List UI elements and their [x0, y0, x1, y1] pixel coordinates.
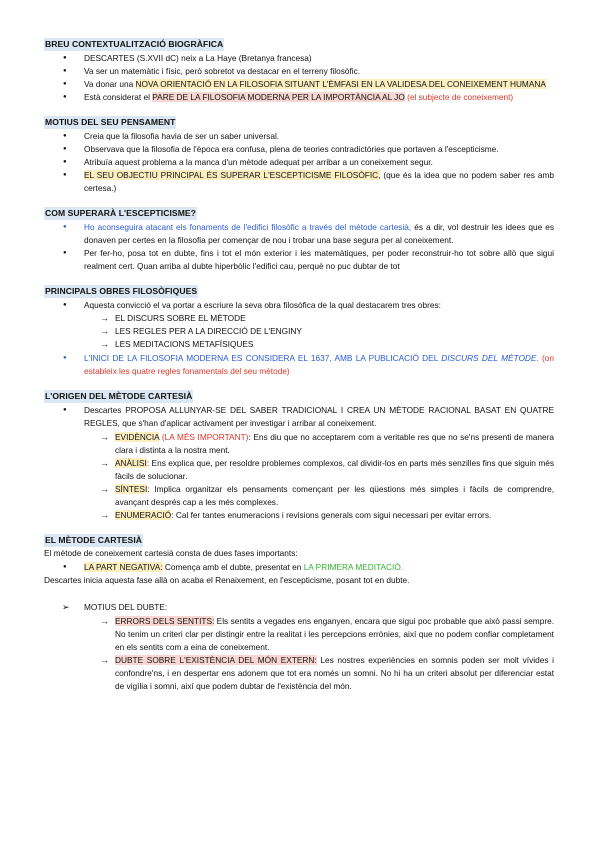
bullet-list [44, 52, 554, 104]
item-text: és a dir, vol destruir les idees que es donaven per certes en la filosofia per començar de nou i trobar una base segura per al coneixement. [84, 222, 554, 245]
work-item: → EL DISCURS SOBRE EL MÈTODE [44, 312, 554, 325]
spacer [44, 587, 554, 601]
list-item [44, 169, 554, 195]
list-item [44, 156, 554, 169]
section-title: PRINCIPALS OBRES FILOSÒFIQUES [45, 286, 198, 296]
item-text: Va donar una [84, 79, 136, 89]
highlight-text: NOVA ORIENTACIÓ EN LA FILOSOFIA SITUANT L'ÈMFASI EN LA VALIDESA DEL CONEIXEMENT HUMANA [135, 79, 546, 89]
body-text: Descartes inicia aquesta fase allà on acaba el Renaixement, en l'escepticisme, posant tot en dubte. [44, 575, 410, 585]
green-text: LA PRIMERA MEDITACIÓ. [303, 562, 404, 572]
rule-name: SÍNTESI [115, 484, 148, 494]
item-text: Creia que la filosofia havia de ser un saber universal. [84, 131, 280, 141]
rule-name: ANÀLISI [115, 458, 147, 468]
bullet-list [44, 404, 554, 430]
section-motives [44, 116, 554, 195]
intro-text: El mètode de coneixement cartesià consta de dues fases importants: [44, 548, 298, 558]
work-item: → LES MEDITACIONS METAFÍSIQUES [44, 338, 554, 351]
red-note: (LA MÉS IMPORTANT) [159, 432, 249, 442]
rule-text: : Ens diu que no acceptarem com a veritable res que no se'ns presenti de manera clara i distinta a la nostra ment. [115, 432, 554, 455]
section-cartesian-method [44, 534, 554, 693]
section-title: EL MÈTODE CARTESIÀ [45, 535, 143, 545]
highlight-text: EL SEU OBJECTIU PRINCIPAL ÉS SUPERAR L'ESCEPTICISME FILOSÒFIC, [84, 170, 381, 180]
item-text: Comença amb el dubte, presentat en [162, 562, 304, 572]
section-title: BREU CONTEXTUALITZACIÓ BIOGRÀFICA [45, 39, 224, 49]
list-item [44, 52, 554, 65]
list-item [44, 352, 554, 378]
blue-text: . [536, 353, 539, 363]
item-text: Està considerat el [84, 92, 153, 102]
highlight-text: LA PART NEGATIVA: [84, 562, 163, 572]
blue-italic-text: DISCURS DEL MÈTODE [441, 353, 537, 363]
section-title: COM SUPERARÀ L'ESCEPTICISME? [45, 208, 196, 218]
rule-name: ENUMERACIÓ [115, 510, 172, 520]
doubt-list [44, 615, 554, 693]
item-text: Aquesta convicció el va portar a escriure la seva obra filosòfica de la qual destacarem tres obres: [84, 300, 441, 310]
item-text: Per fer-ho, posa tot en dubte, fins i tot el món exterior i les matemàtiques, per poder reconstruir-ho tot sobre allò que sigui realment cert. Quan arriba al dubte hiperbòlic l'edifici cau, perquè no puc dubtar de tot [84, 248, 554, 271]
bullet-list [44, 299, 554, 312]
section-title: L'ORIGEN DEL MÈTODE CARTESIÀ [45, 391, 193, 401]
highlight-text: PARE DE LA FILOSOFIA MODERNA PER LA IMPORTÀNCIA AL JO [152, 92, 405, 102]
red-note: (on estableix les quatre regles fonamentals del seu mètode) [84, 353, 554, 376]
rule-item [44, 431, 554, 457]
doubt-item [44, 654, 554, 693]
doubt-name: DUBTE SOBRE L'EXISTÈNCIA DEL MÓN EXTERN: [115, 655, 317, 665]
blue-text: L'INICI DE LA FILOSOFIA MODERNA ES CONSIDERA EL 1637, AMB LA PUBLICACIÓ DEL [84, 353, 442, 363]
rule-name: EVIDÈNCIA [115, 432, 160, 442]
bullet-list [44, 130, 554, 195]
rule-item [44, 457, 554, 483]
section-main-works [44, 285, 554, 378]
list-item [44, 130, 554, 143]
list-item [44, 299, 554, 312]
red-note: (el subjecte de coneixement) [404, 92, 514, 102]
list-item [44, 143, 554, 156]
rule-text: : Cal fer tantes enumeracions i revisions generals com sigui necessari per evitar errors. [171, 510, 492, 520]
item-text: Atribuïa aquest problema a la manca d'un mètode adequat per arribar a un coneixement segur. [84, 157, 433, 167]
rule-item [44, 509, 554, 522]
doubt-text: Les nostres experiències en somnis poden ser molt vívides i confondre'ns, i en despertar ens adonem que tot era només un somni. No hi ha un criteri absolut per diferenciar estat de vigília i somni, així que podem dubtar de l'existència del món. [115, 655, 554, 691]
bullet-list [44, 221, 554, 273]
list-item [44, 404, 554, 430]
works-list [44, 312, 554, 351]
list-item [44, 561, 554, 574]
section-overcome-skepticism [44, 207, 554, 273]
doubt-name: ERRORS DELS SENTITS: [115, 616, 215, 626]
work-item: → LES REGLES PER A LA DIRECCIÓ DE L'ENGINY [44, 325, 554, 338]
bullet-list [44, 352, 554, 378]
list-item [44, 78, 554, 91]
section-method-origin [44, 390, 554, 522]
rule-text: : Ens explica que, per resoldre problemes complexos, cal dividir-los en parts més senzilles fins que siguin més fàcils de solucionar. [115, 458, 554, 481]
item-text: Va ser un matemàtic i físic, però sobretot va destacar en el terreny filosòfic. [84, 66, 361, 76]
rule-item [44, 483, 554, 509]
rules-list [44, 431, 554, 522]
doubt-motives-label: ➢ MOTIUS DEL DUBTE: [44, 601, 554, 614]
item-text: Descartes PROPOSA ALLUNYAR-SE DEL SABER TRADICIONAL I CREA UN MÈTODE RACIONAL BASAT EN QUATRE REGLES, que s'han d'aplicar activament per investigar i arribar al coneixement. [84, 405, 554, 428]
doubt-text: Els sentits a vegades ens enganyen, encara que sigui poc probable que això passi sempre. No tenim un criteri clar per distingir entre la realitat i les percepcions errònies, així que no podem confiar completament en els sentits com a eina de coneixement. [115, 616, 554, 652]
list-item [44, 65, 554, 78]
item-text: Observava que la filosofia de l'època era confusa, plena de teories contradictòries que portaven a l'escepticisme. [84, 144, 499, 154]
bullet-list [44, 561, 554, 574]
section-title: MOTIUS DEL SEU PENSAMENT [45, 117, 176, 127]
list-item [44, 221, 554, 247]
doubt-item [44, 615, 554, 654]
section-biography [44, 38, 554, 104]
list-item [44, 247, 554, 273]
blue-text: Ho aconseguira atacant els fonaments de l'edifici filosòfic a través del mètode cartesià, [84, 222, 412, 232]
item-text: (que és la idea que no podem saber res amb certesa.) [84, 170, 554, 193]
list-item [44, 91, 554, 104]
rule-text: : Implica organitzar els pensaments començant per les qüestions més simples i fàcils de comprendre, avançant després cap a les més complexes. [115, 484, 554, 507]
item-text: DESCARTES (S.XVII dC) neix a La Haye (Bretanya francesa) [84, 53, 312, 63]
